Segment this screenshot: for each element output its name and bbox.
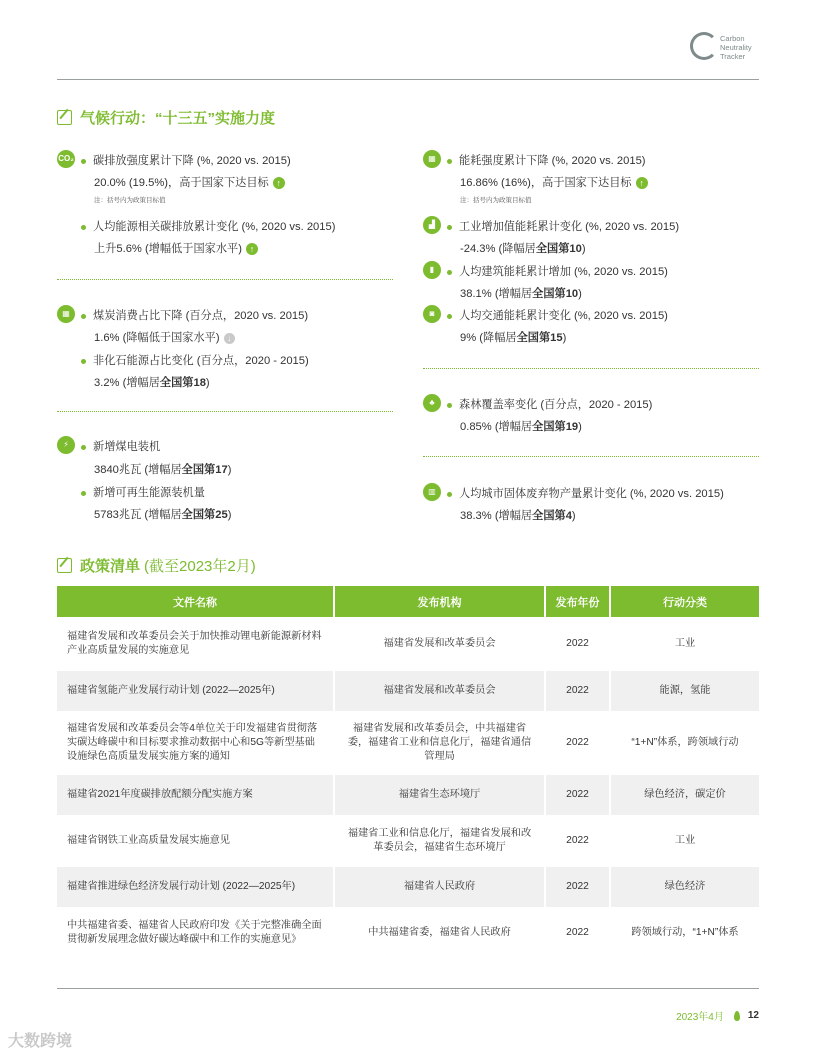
cell-category: 工业 [610,815,759,867]
indicator-label: 能耗强度累计下降 (%, 2020 vs. 2015) [447,152,646,168]
indicator-value: 3.2% (增幅居全国第18) [94,377,210,389]
factory-icon: ▟ [423,216,441,234]
indicator-label: 人均能源相关碳排放累计变化 (%, 2020 vs. 2015) [81,218,335,234]
indicator-value: 9% (降幅居全国第15) [460,332,567,344]
section-title-climate-action: 气候行动：“十三五”实施力度 [57,107,275,128]
cell-category: “1+N”体系，跨领域行动 [610,711,759,775]
bullet-icon [447,159,452,164]
header-divider [57,79,759,80]
cell-document: 福建省氢能产业发展行动计划 (2022—2025年) [57,671,334,711]
cell-document: 福建省发展和改革委员会关于加快推动锂电新能源新材料产业高质量发展的实施意见 [57,617,334,671]
tree-icon: ♣ [423,394,441,412]
cell-year: 2022 [545,671,610,711]
policy-table [57,586,759,959]
power-tower-icon: ⚡ [57,436,75,454]
bullet-icon [447,492,452,497]
indicator-label: 人均城市固体废弃物产量累计变化 (%, 2020 vs. 2015) [447,485,724,501]
edit-icon [57,110,72,125]
page-number: 12 [747,1010,759,1021]
bullet-icon [447,225,452,230]
table-row [57,867,759,907]
indicator-label: 新增煤电装机 [81,438,160,454]
footer-divider [57,988,759,989]
cell-issuer: 福建省发展和改革委员会 [334,617,545,671]
logo-ring-icon [690,32,718,60]
bullet-icon [81,159,86,164]
cell-category: 绿色经济，碳定价 [610,775,759,815]
indicator-label: 森林覆盖率变化 (百分点，2020 - 2015) [447,396,652,412]
column-header-year: 发布年份 [545,586,610,617]
cell-year: 2022 [545,775,610,815]
table-row [57,815,759,867]
cell-issuer: 福建省工业和信息化厅，福建省发展和改革委员会，福建省生态环境厅 [334,815,545,867]
indicator-label: 碳排放强度累计下降 (%, 2020 vs. 2015) [81,152,291,168]
footer-date: 2023年4月 [676,1012,724,1023]
car-icon: ◙ [423,305,441,323]
cell-issuer: 福建省人民政府 [334,867,545,907]
cell-year: 2022 [545,815,610,867]
column-header-document: 文件名称 [57,586,334,617]
solar-panel-icon: ▦ [57,305,75,323]
table-row [57,907,759,959]
column-header-category: 行动分类 [610,586,759,617]
dotted-divider [423,456,759,457]
cell-document: 中共福建省委、福建省人民政府印发《关于完整准确全面贯彻新发展理念做好碳达峰碳中和工作的实施意见》 [57,907,334,959]
indicator-label: 工业增加值能耗累计变化 (%, 2020 vs. 2015) [447,218,679,234]
table-row [57,671,759,711]
bullet-icon [447,314,452,319]
arrow-down-icon: ↓ [224,333,235,344]
cell-issuer: 福建省生态环境厅 [334,775,545,815]
indicator-value: -24.3% (降幅居全国第10) [460,243,586,255]
table-header-row [57,586,759,617]
column-header-issuer: 发布机构 [334,586,545,617]
cell-category: 绿色经济 [610,867,759,907]
cell-issuer: 福建省发展和改革委员会，中共福建省委，福建省工业和信息化厅，福建省通信管理局 [334,711,545,775]
cell-document: 福建省钢铁工业高质量发展实施意见 [57,815,334,867]
indicator-value: 16.86% (16%)，高于国家下达目标 ↑ [460,174,648,190]
table-row [57,775,759,815]
indicator-value: 上升5.6% (增幅低于国家水平) ↑ [94,240,258,256]
bullet-icon [447,270,452,275]
bullet-icon [81,491,86,496]
indicator-value: 0.85% (增幅居全国第19) [460,421,582,433]
logo-text: Carbon Neutrality Tracker [720,34,752,61]
solar-panel-icon: ▦ [423,150,441,168]
indicator-label: 人均建筑能耗累计增加 (%, 2020 vs. 2015) [447,263,668,279]
bullet-icon [81,314,86,319]
cell-document: 福建省推进绿色经济发展行动计划 (2022—2025年) [57,867,334,907]
indicator-label: 人均交通能耗累计变化 (%, 2020 vs. 2015) [447,307,668,323]
cell-category: 能源，氢能 [610,671,759,711]
co2-icon: CO₂ [57,150,75,168]
cell-year: 2022 [545,711,610,775]
arrow-up-icon: ↑ [636,177,648,189]
dotted-divider [423,368,759,369]
indicator-value: 38.1% (增幅居全国第10) [460,288,582,300]
bullet-icon [81,445,86,450]
indicator-label: 煤炭消费占比下降 (百分点，2020 vs. 2015) [81,307,308,323]
policy-note: 注：括号内为政策目标值 [460,197,532,204]
cell-category: 跨领域行动，“1+N”体系 [610,907,759,959]
trash-bin-icon: ▥ [423,483,441,501]
cell-issuer: 中共福建省委，福建省人民政府 [334,907,545,959]
cell-category: 工业 [610,617,759,671]
indicator-value: 1.6% (降幅低于国家水平) ↓ [94,329,235,345]
cell-document: 福建省2021年度碳排放配额分配实施方案 [57,775,334,815]
table-row [57,711,759,775]
indicator-label: 新增可再生能源装机量 [81,484,205,500]
indicator-value: 3840兆瓦 (增幅居全国第17) [94,464,232,476]
bullet-icon [447,403,452,408]
edit-icon [57,558,72,573]
cell-issuer: 福建省发展和改革委员会 [334,671,545,711]
cell-document: 福建省发展和改革委员会等4单位关于印发福建省贯彻落实碳达峰碳中和目标要求推动数据中心和5G等新型基础设施绿色高质量发展实施方案的通知 [57,711,334,775]
section-title-policy-list: 政策清单 (截至2023年2月) [57,555,256,576]
page-footer [676,1008,759,1023]
table-row [57,617,759,671]
arrow-up-icon: ↑ [246,243,258,255]
cell-year: 2022 [545,617,610,671]
dotted-divider [57,279,393,280]
cell-year: 2022 [545,867,610,907]
dotted-divider [57,411,393,412]
indicator-value: 5783兆瓦 (增幅居全国第25) [94,509,232,521]
leaf-icon [734,1011,740,1021]
arrow-up-icon: ↑ [273,177,285,189]
indicator-label: 非化石能源占比变化 (百分点，2020 - 2015) [81,352,309,368]
watermark: 大数跨境 [8,1033,73,1050]
indicator-value: 38.3% (增幅居全国第4) [460,510,576,522]
building-icon: ▮ [423,261,441,279]
bullet-icon [81,359,86,364]
indicator-value: 20.0% (19.5%)，高于国家下达目标 ↑ [94,174,285,190]
cell-year: 2022 [545,907,610,959]
bullet-icon [81,225,86,230]
policy-note: 注：括号内为政策目标值 [94,197,166,204]
